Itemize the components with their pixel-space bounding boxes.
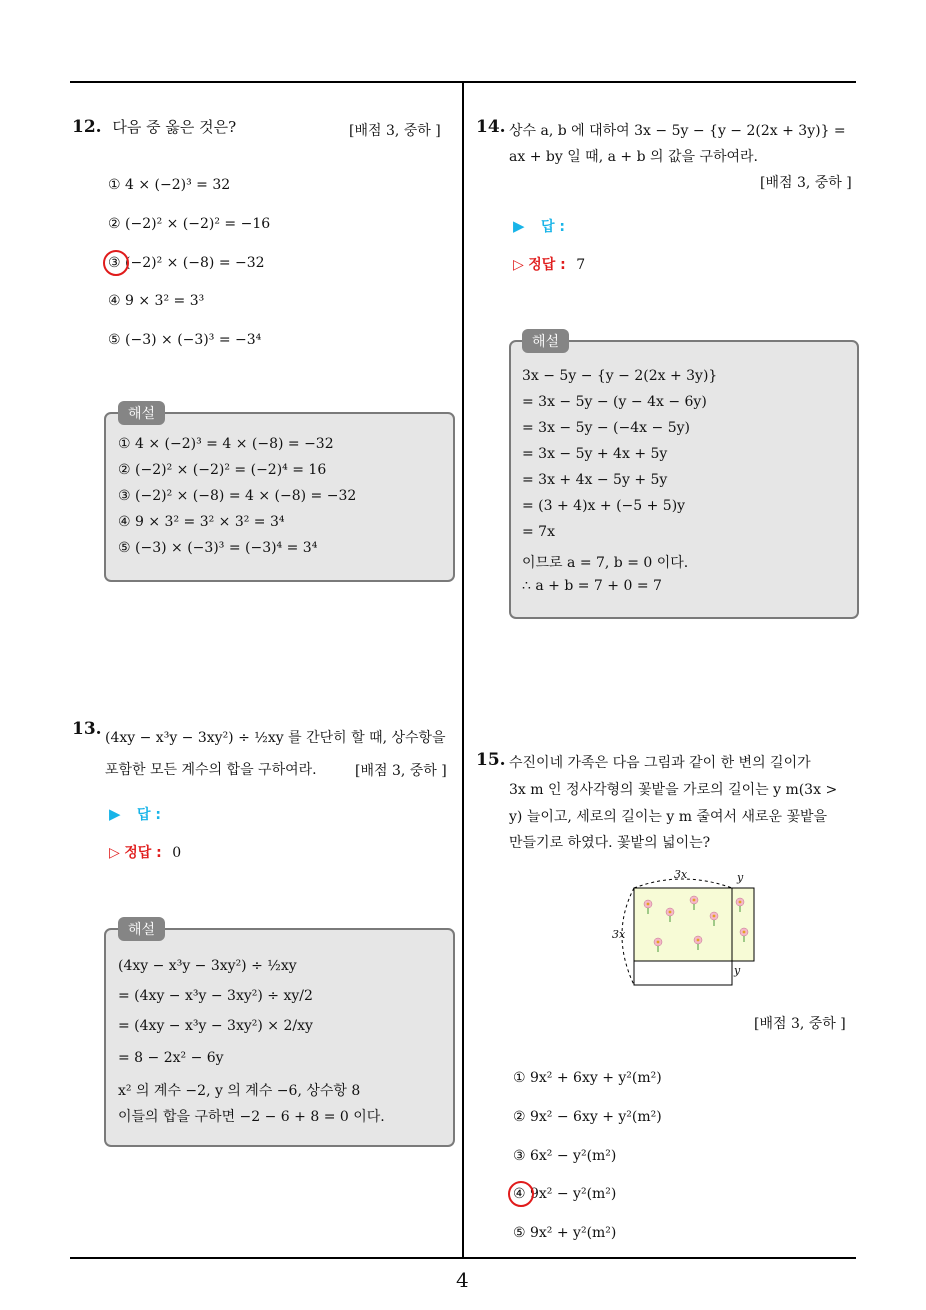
q12-text: 다음 중 옳은 것은? (112, 118, 237, 136)
q14-expl-line: = 3x − 5y − (y − 4x − 6y) (522, 394, 707, 410)
q13-expl-line: = 8 − 2x² − 6y (118, 1050, 224, 1066)
q14-number: 14. (476, 117, 506, 137)
q14-answer-row[interactable] (513, 216, 565, 236)
q13-explanation-tab: 해설 (118, 917, 165, 941)
bottom-rule (70, 1257, 856, 1259)
q12-expl-line: ① 4 × (−2)³ = 4 × (−8) = −32 (118, 436, 334, 452)
q13-text-line1: (4xy − x³y − 3xy²) ÷ ½xy 를 간단히 할 때, 상수항을 (105, 730, 446, 746)
q15-choice-4[interactable]: ④ 9x² − y²(m²) (513, 1186, 617, 1202)
flower-garden-figure (610, 868, 760, 990)
play-icon: ▶ (513, 217, 525, 235)
q12-score: [배점 3, 중하 ] (349, 123, 441, 139)
q12-explanation-tab: 해설 (118, 401, 165, 425)
q13-text-line2: 포함한 모든 계수의 합을 구하여라. (105, 762, 317, 778)
q15-choice-5[interactable]: ⑤ 9x² + y²(m²) (513, 1225, 617, 1241)
q14-expl-line: 3x − 5y − {y − 2(2x + 3y)} (522, 368, 718, 384)
q12-expl-line: ③ (−2)² × (−8) = 4 × (−8) = −32 (118, 488, 357, 504)
outline-triangle-icon: ▷ (513, 257, 524, 273)
q12-prompt (72, 114, 236, 141)
q12-expl-line: ⑤ (−3) × (−3)³ = (−3)⁴ = 3⁴ (118, 540, 318, 556)
q15-prompt (476, 747, 512, 774)
q14-text-line2: ax + by 일 때, a + b 의 값을 구하여라. (509, 149, 759, 165)
q13-number: 13. (72, 719, 102, 739)
q14-prompt (476, 114, 512, 141)
q14-expl-line: = 7x (522, 524, 555, 540)
q15-selected-circle (508, 1181, 534, 1207)
q12-choice-4[interactable]: ④ 9 × 3² = 3³ (108, 293, 205, 309)
column-divider (462, 81, 464, 1259)
q13-expl-line: (4xy − x³y − 3xy²) ÷ ½xy (118, 958, 297, 974)
q14-explanation-tab: 해설 (522, 329, 569, 353)
q14-correct-value: 7 (576, 257, 586, 273)
q13-correct-row (109, 842, 181, 862)
q13-score: [배점 3, 중하 ] (355, 763, 447, 779)
q13-prompt (72, 716, 108, 743)
q15-text-line: 수진이네 가족은 다음 그림과 같이 한 변의 길이가 (509, 755, 811, 771)
q14-expl-line: = 3x − 5y + 4x + 5y (522, 446, 668, 462)
page-number: 4 (456, 1268, 469, 1292)
q12-choice-1[interactable]: ① 4 × (−2)³ = 32 (108, 177, 231, 193)
q15-choice-1[interactable]: ① 9x² + 6xy + y²(m²) (513, 1070, 662, 1086)
q15-choice-2[interactable]: ② 9x² − 6xy + y²(m²) (513, 1109, 662, 1125)
q13-correct-value: 0 (172, 845, 182, 861)
play-icon: ▶ (109, 805, 121, 823)
q15-text-line: y) 늘이고, 세로의 길이는 y m 줄여서 새로운 꽃밭을 (509, 809, 828, 825)
q14-expl-line: = 3x + 4x − 5y + 5y (522, 472, 668, 488)
q14-text-line1: 상수 a, b 에 대하여 3x − 5y − {y − 2(2x + 3y)} = (509, 123, 846, 139)
q12-number: 12. (72, 117, 102, 137)
figure-label-bottom-right: y (734, 964, 741, 977)
q14-expl-line: = (3 + 4)x + (−5 + 5)y (522, 498, 686, 514)
q14-expl-line: ∴ a + b = 7 + 0 = 7 (522, 578, 662, 594)
q12-choice-5[interactable]: ⑤ (−3) × (−3)³ = −3⁴ (108, 332, 262, 348)
q13-expl-line: = (4xy − x³y − 3xy²) ÷ xy/2 (118, 988, 313, 1004)
q12-expl-line: ② (−2)² × (−2)² = (−2)⁴ = 16 (118, 462, 327, 478)
q15-number: 15. (476, 750, 506, 770)
q14-score: [배점 3, 중하 ] (760, 175, 852, 191)
q13-expl-line: x² 의 계수 −2, y 의 계수 −6, 상수항 8 (118, 1083, 361, 1099)
q14-answer-label: 답 : (541, 219, 565, 235)
q14-expl-line: = 3x − 5y − (−4x − 5y) (522, 420, 690, 436)
q13-expl-line: = (4xy − x³y − 3xy²) × 2/xy (118, 1018, 313, 1034)
q15-text-line: 만들기로 하였다. 꽃밭의 넓이는? (509, 835, 711, 851)
q14-correct-label: 정답 : (528, 257, 566, 273)
q15-text-line: 3x m 인 정사각형의 꽃밭을 가로의 길이는 y m(3x > (509, 782, 838, 798)
figure-label-left: 3x (612, 928, 626, 941)
q13-correct-label: 정답 : (124, 845, 162, 861)
q12-choice-3[interactable]: ③ (−2)² × (−8) = −32 (108, 255, 265, 271)
q13-expl-line: 이들의 합을 구하면 −2 − 6 + 8 = 0 이다. (118, 1109, 385, 1125)
q14-expl-line: 이므로 a = 7, b = 0 이다. (522, 555, 689, 571)
q12-selected-circle (103, 250, 129, 276)
q15-choice-3[interactable]: ③ 6x² − y²(m²) (513, 1148, 617, 1164)
q15-score: [배점 3, 중하 ] (754, 1016, 846, 1032)
outline-triangle-icon: ▷ (109, 845, 120, 861)
q13-answer-row[interactable] (109, 804, 161, 824)
q12-choice-2[interactable]: ② (−2)² × (−2)² = −16 (108, 216, 271, 232)
figure-label-top: 3x (674, 868, 688, 881)
q13-answer-label: 답 : (137, 807, 161, 823)
q14-correct-row (513, 254, 585, 274)
figure-label-top-right: y (737, 871, 744, 884)
q12-expl-line: ④ 9 × 3² = 3² × 3² = 3⁴ (118, 514, 285, 530)
